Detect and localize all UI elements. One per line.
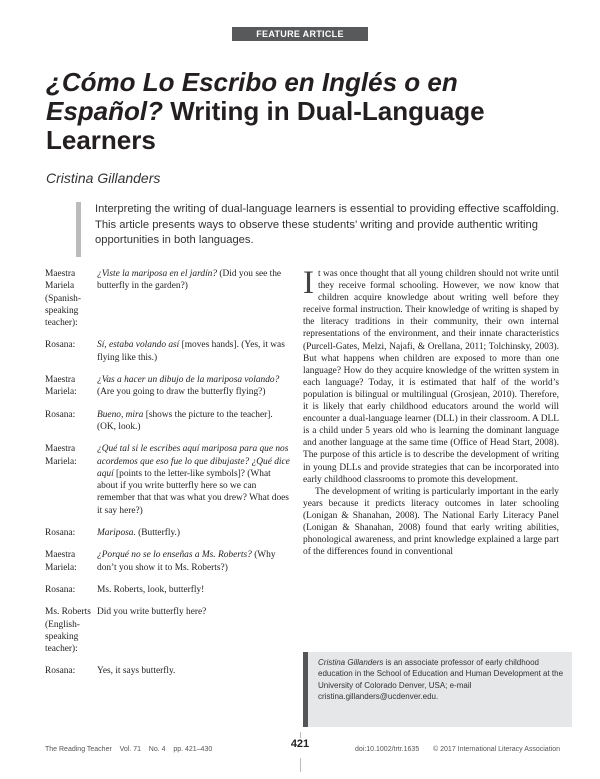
speaker: Maestra Mariela: [45, 550, 77, 573]
utterance [97, 268, 292, 329]
utterance [97, 374, 292, 399]
utterance [97, 409, 292, 434]
dialog-line [45, 665, 292, 677]
utterance-english: Did you write butterfly here? [97, 607, 207, 618]
body-paragraph: The development of writing is particularly important in the early years because it predicts literacy outcomes in later schooling (Lonigan & Shanahan, 2008). The National Early Literacy Panel (Lonigan & Shanahan, 2008) found that early writing abilities, phonological awareness, and print knowledge explained a large part of the differences found in conventional [303, 486, 559, 558]
title-english: Writing in Dual-Language Learners [46, 96, 485, 155]
utterance-spanish: ¿Qué tal si le escribes aquí mariposa para que nos acordemos que eso fue lo que dibujaste? ¿Qué dice aquí [97, 444, 290, 479]
speaker: Maestra Mariela: [45, 375, 77, 398]
dialog-transcript [45, 268, 292, 688]
utterance [97, 665, 292, 677]
dialog-line [45, 268, 292, 329]
utterance [97, 584, 292, 596]
author-bio-box [303, 652, 572, 727]
utterance-english: [points to the letter-like symbols]? (What about if you write butterfly here so we can remember that that was what you drew? What does it say here?) [97, 468, 289, 516]
author-name: Cristina Gillanders [46, 170, 161, 186]
speaker: Rosana: [45, 528, 76, 539]
utterance-spanish: ¿Vas a hacer un dibujo de la mariposa volando? [97, 375, 280, 386]
dialog-line [45, 527, 292, 539]
page-number: 421 [285, 738, 315, 758]
dialog-line [45, 549, 292, 574]
utterance [97, 606, 292, 655]
section-tag: FEATURE ARTICLE [232, 27, 368, 41]
utterance-spanish: ¿Porqué no se lo enseñas a Ms. Roberts? [97, 550, 252, 561]
paragraph-text: t was once thought that all young children should not write until they receive formal schooling. However, we now know that children acquire knowledge about writing well before they receive formal instruction. Their knowledge of writing is shaped by the literacy traditions in their community, their own internal representations of the environment, and their innate characteristics (Purcell-Gates, Melzi, Najafi, & Orellana, 2011; Tolchinsky, 2003). But what happens when children are exposed to more than one language? How do they acquire knowledge of the written system in each language? Today, it is estimated that half of the world’s population is bilingual or multilingual (Grosjean, 2010). Therefore, it is likely that early childhood educators around the world will encounter a dual-language learner (DLL) in their classroom. A DLL is a child under 5 years old who is learning the dominant language and another language at the same time (Office of Head Start, 2008). The purpose of this article is to describe the development of writing in young DLLs and provide strategies that can be incorporated into early childhood classrooms to promote this development. [303, 269, 559, 485]
utterance-english: (Why don’t you show it to Ms. Roberts?) [97, 550, 276, 573]
dialog-line [45, 339, 292, 364]
dialog-line [45, 374, 292, 399]
utterance [97, 339, 292, 364]
speaker: Rosana: [45, 340, 76, 351]
speaker: Rosana: [45, 584, 76, 595]
article-body [303, 265, 559, 558]
dialog-line [45, 409, 292, 434]
bio-text: is an associate professor of early childhood education in the School of Education and Human Development at the University of Colorado Denver, USA; e-mail cristina.gillanders@ucdenver.edu. [318, 658, 564, 701]
utterance-english: (Butterfly.) [135, 528, 180, 539]
drop-cap: I [303, 265, 314, 301]
utterance-english: (Did you see the butterfly in the garden?) [97, 269, 282, 292]
speaker: Rosana: [45, 666, 76, 677]
volume: Vol. 71 [119, 746, 142, 753]
speaker: Rosana: [45, 409, 76, 420]
copyright: © 2017 International Literacy Association [433, 746, 560, 753]
dialog-line [45, 443, 292, 517]
speaker: Maestra Mariela: [45, 444, 77, 467]
issue: No. 4 [148, 746, 166, 753]
utterance-spanish: Sí, estaba volando así [97, 340, 180, 351]
title-spanish: ¿Cómo Lo Escribo en Inglés o en Español? [46, 67, 458, 126]
utterance-english: Ms. Roberts, look, butterfly! [97, 584, 205, 595]
bio-name: Cristina Gillanders [318, 658, 384, 667]
utterance-spanish: Bueno, mira [97, 409, 144, 420]
abstract: Interpreting the writing of dual-language learners is essential to providing effective scaffolding. This article presents ways to observe these students’ writing and provide authentic writing opportunities in both languages. [76, 202, 565, 257]
utterance [97, 443, 292, 517]
dialog-line [45, 606, 292, 655]
dialog-line [45, 584, 292, 596]
utterance-english: [shows the picture to the teacher]. (OK, look.) [97, 409, 273, 432]
body-paragraph [303, 265, 559, 486]
journal-name: The Reading Teacher [45, 746, 112, 753]
utterance-english: (Are you going to draw the butterfly flying?) [97, 387, 266, 398]
page-range: pp. 421–430 [173, 746, 213, 753]
speaker: Maestra Mariela (Spanish-speaking teacher): [45, 269, 81, 329]
utterance-english: Yes, it says butterfly. [97, 666, 176, 677]
utterance-spanish: ¿Viste la mariposa en el jardín? [97, 269, 218, 279]
doi: doi:10.1002/trtr.1635 [355, 746, 420, 753]
utterance-spanish: Mariposa. [97, 528, 136, 539]
speaker: Ms. Roberts (English-speaking teacher): [45, 607, 91, 655]
utterance-english: [moves hands]. (Yes, it was flying like this.) [97, 340, 285, 363]
utterance [97, 527, 292, 539]
utterance [97, 549, 292, 574]
article-title [46, 68, 566, 155]
